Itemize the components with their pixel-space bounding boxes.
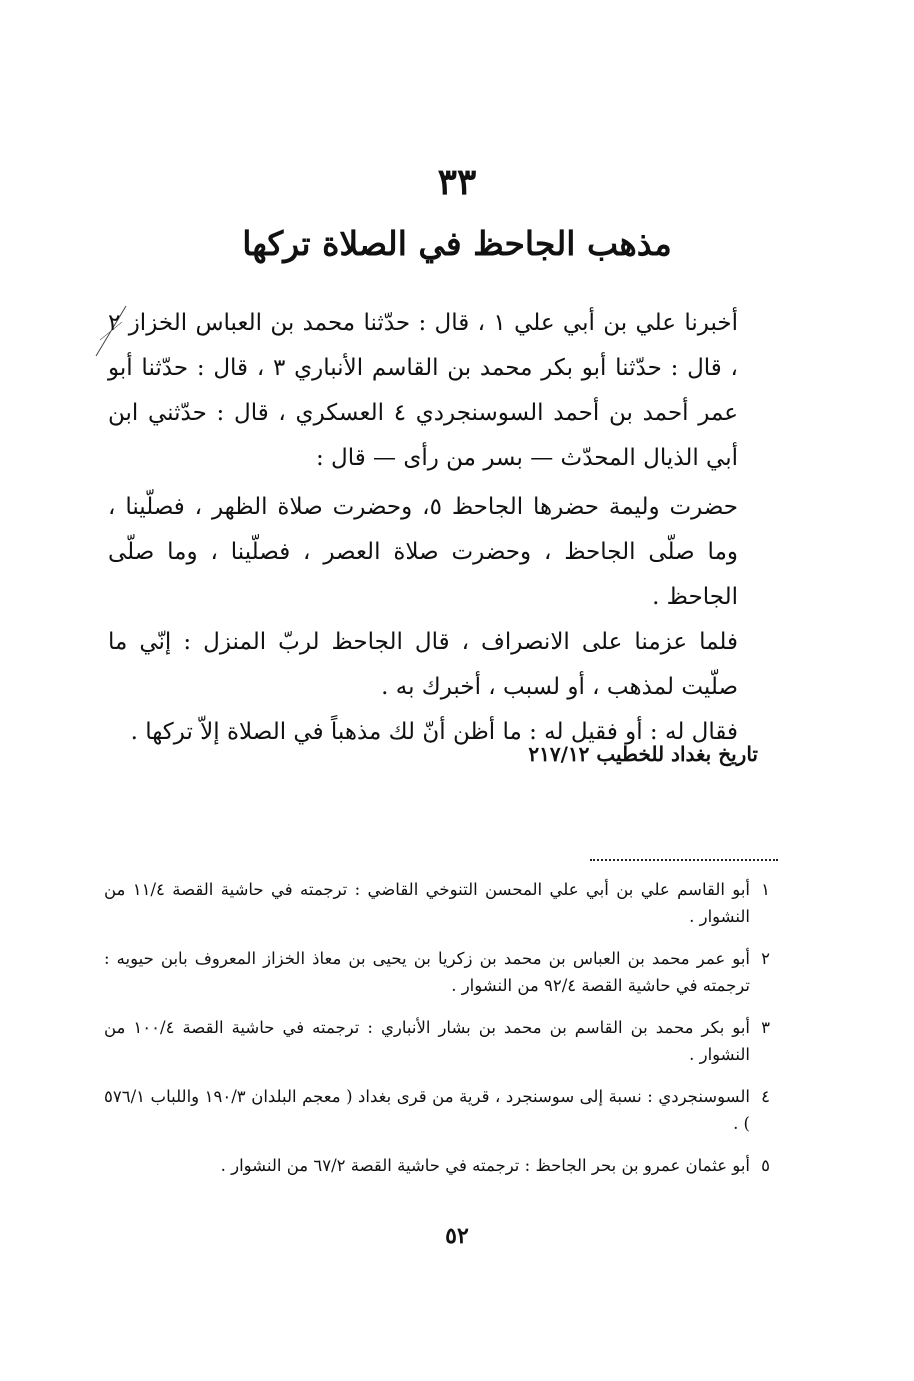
footnote-text: أبو عثمان عمرو بن بحر الجاحظ : ترجمته في حاشية القصة ٦٧/٢ من النشوار . xyxy=(220,1156,750,1175)
footnote-number: ٢ xyxy=(761,949,770,968)
narrative-paragraph: فلما عزمنا على الانصراف ، قال الجاحظ لربّ المنزل : إنّي ما صلّيت لمذهب ، أو لسبب ، أخبرك به . xyxy=(108,629,738,700)
chapter-number: ٣٣ xyxy=(437,161,477,203)
footnote-item xyxy=(104,876,770,930)
narrative-body xyxy=(108,301,738,755)
footnote-divider xyxy=(590,859,778,861)
source-reference: تاريخ بغداد للخطيب ٢١٧/١٢ xyxy=(528,742,758,766)
footnote-item xyxy=(104,1083,770,1137)
chapter-title: مذهب الجاحظ في الصلاة تركها xyxy=(242,224,672,263)
isnad-paragraph: أخبرنا علي بن أبي علي ١ ، قال : حدّثنا محمد بن العباس الخزاز ٢ ، قال : حدّثنا أبو بكر محمد بن القاسم الأنباري ٣ ، قال : حدّثنا أبو عمر أحمد بن أحمد السوسنجردي ٤ العسكري ، قال : حدّثني ابن أبي الذيال المحدّث — بسر من رأى — قال : xyxy=(108,310,738,471)
footnote-text: أبو بكر محمد بن القاسم بن محمد بن بشار الأنباري : ترجمته في حاشية القصة ١٠٠/٤ من النشوار . xyxy=(104,1018,750,1064)
footnote-text: أبو عمر محمد بن العباس بن محمد بن زكريا بن يحيى بن معاذ الخزاز المعروف بابن حيويه : ترجمته في حاشية القصة ٩٢/٤ من النشوار . xyxy=(104,949,750,995)
footnote-text: أبو القاسم علي بن أبي علي المحسن التنوخي القاضي : ترجمته في حاشية القصة ١١/٤ من النشوار . xyxy=(104,880,750,926)
footnote-number: ٣ xyxy=(761,1018,770,1037)
footnote-item xyxy=(104,945,770,999)
narrative-paragraph: فقال له : أو فقيل له : ما أظن أنّ لك مذهباً في الصلاة إلاّ تركها . xyxy=(130,719,738,745)
footnote-number: ٥ xyxy=(761,1156,770,1175)
page-number: ٥٢ xyxy=(445,1223,469,1249)
footnote-number: ٤ xyxy=(761,1087,770,1106)
footnote-item xyxy=(104,1014,770,1068)
footnote-item xyxy=(104,1152,770,1179)
narrative-paragraph: حضرت وليمة حضرها الجاحظ ٥، وحضرت صلاة الظهر ، فصلّينا ، وما صلّى الجاحظ ، وحضرت صلاة العصر ، فصلّينا ، وما صلّى الجاحظ . xyxy=(108,494,738,610)
footnotes xyxy=(104,876,770,1194)
footnote-text: السوسنجردي : نسبة إلى سوسنجرد ، قرية من قرى بغداد ( معجم البلدان ١٩٠/٣ واللباب ٥٧٦/١ ) . xyxy=(104,1087,750,1133)
footnote-number: ١ xyxy=(761,880,770,899)
